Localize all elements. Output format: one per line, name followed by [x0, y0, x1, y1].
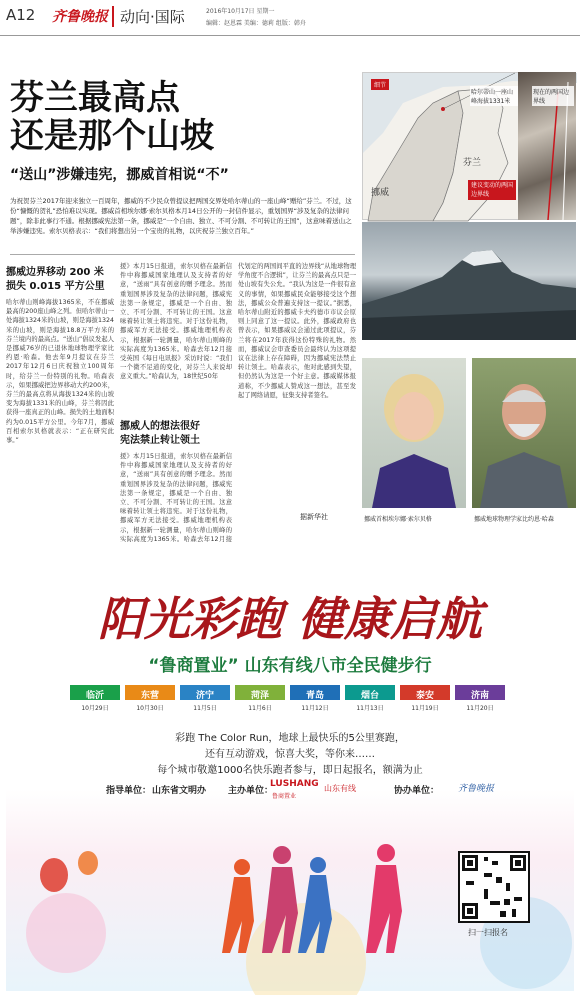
- guide-unit-label: 指导单位：: [106, 786, 152, 796]
- city-name: 济宁: [180, 685, 230, 700]
- headline-line-2: 还是那个山坡: [10, 116, 214, 156]
- qr-code[interactable]: [458, 851, 530, 923]
- city-name: 东营: [125, 685, 175, 700]
- article-lead: 为祝贺芬兰2017年迎来独立一百周年，挪威的不少民众曾提议把两国交界处哈尔蒂山的一座山峰“赠给”芬兰。不过，这份“慷慨的贺礼”恐怕难以实现。挪威首相埃尔娜·索尔贝格本月14日公开的一封信件显示，重划国界“涉及复杂的法律问题”，除非此事行不通。根据挪威宪法第一条，挪威是“一个自由、独立、不可分割、不可转让的王国”，这意味着送山之举涉嫌违宪。索尔贝格表示：“我们将想出另一个宝贵的礼物，以庆祝芬兰独立百年。”: [10, 197, 352, 235]
- city-badge: [290, 685, 340, 713]
- shandong-cable-logo: 山东有线: [324, 784, 356, 793]
- guide-unit-value: 山东省文明办: [152, 786, 207, 796]
- page-number: A12: [6, 6, 36, 24]
- col1-heading-1: 挪威边界移动 200 米: [6, 267, 104, 278]
- col2-heading-1: 挪威人的想法很好: [120, 421, 200, 432]
- qr-caption: 扫一扫报名: [468, 928, 508, 937]
- city-date: 11月5日: [193, 705, 217, 712]
- portrait-hasen: [472, 358, 576, 508]
- headline-line-1: 芬兰最高点: [10, 78, 180, 118]
- lushang-logo-cn: 鲁商置业: [272, 793, 297, 800]
- col1-heading-2: 损失 0.015 平方公里: [6, 281, 105, 292]
- color-run-advertisement: [6, 543, 574, 991]
- city-name: 济南: [455, 685, 505, 700]
- city-name: 烟台: [345, 685, 395, 700]
- ad-line-1: 彩跑 The Color Run，地球上最快乐的5公里赛跑，: [175, 733, 405, 744]
- portrait-solberg-graphic: [362, 358, 466, 508]
- ad-line-3: 每个城市敬邀1000名快乐跑者参与，即日起报名，额满为止: [157, 765, 423, 776]
- city-name: 泰安: [400, 685, 450, 700]
- col1-body: 哈尔蒂山则峰海拔1365米，不在挪威最高的200座山峰之列。但哈尔蒂山一处海拔1324米的山坡，则是海拔1324米的山坡，则是海拔18.8万平方米的芬兰境内的最高点。“送山”倡议发起人是挪威76岁的已退休地球物理学家比约恩·哈森。他去年9月提议在芬兰2017年12月6日庆祝独立100周年时，给芬兰一份特别的礼物。哈森表示，如果挪威把边界移动大约200米，芬兰的最高点将从海拔1324米的山坡变为海拔1331米的山峰，芬兰将因此获得一座真正的山峰。损失的土地面积约为0.015平方公里。今年7月，挪威百相索尔贝格就表示：“正在研究此事。”: [6, 299, 114, 445]
- portrait-solberg: [362, 358, 466, 508]
- map-label-finland: 芬兰: [463, 158, 482, 168]
- issue-date: 2016年10月17日 星期一: [206, 8, 275, 15]
- city-name: 青岛: [290, 685, 340, 700]
- portrait-hasen-graphic: [472, 358, 576, 508]
- map-label-peak: 哈尔蒂山一座山峰海拔1331米: [470, 86, 518, 106]
- city-badge: [180, 685, 230, 713]
- divider: [10, 254, 355, 255]
- co-host-label: 协办单位：: [394, 786, 440, 796]
- city-schedule: [70, 685, 510, 725]
- ad-title: 阳光彩跑 健康启航: [97, 592, 482, 646]
- section-name: 动向·国际: [112, 6, 185, 27]
- city-date: 11月6日: [248, 705, 272, 712]
- mountain-photo: [362, 222, 576, 340]
- detail-tag: 细节: [371, 79, 389, 90]
- editor-credits: 编辑：赵恩霖 美编：德莉 组版：韩舟: [206, 20, 306, 27]
- col2-heading-2: 宪法禁止转让领土: [120, 435, 200, 446]
- map-label-proposed-border: 建议变动的两国边界线: [468, 180, 516, 200]
- col2-body-top: 援》本月15日报道，索尔贝格在最新信件中称挪威国家地理认及支持者的好意，“送雨”具有创意的赠予理念。然而重划国界涉及复杂的法律问题，挪威宪法第一条规定，挪威是一个自由、独立、不可分割、不可转让的王国。这意味着转让领土将违宪。对于这份礼物，挪威军方无法接受。挪威地理机构表示，根据新一轮测量，哈尔蒂山则峰的实际高度为1365米。哈森去年12月接受英国《每日电讯报》采访时说：“我们一个微不足道的变化，对芬兰人来说却意义重大。”哈森认为，18世纪50年: [120, 263, 232, 381]
- map-label-current-border: 现在的两国边界线: [532, 86, 574, 106]
- city-date: 10月30日: [136, 705, 164, 712]
- city-badge: [345, 685, 395, 713]
- city-date: 11月19日: [411, 705, 439, 712]
- city-date: 10月29日: [81, 705, 109, 712]
- qilu-evening-logo: 齐鲁晚报: [458, 784, 495, 794]
- lushang-logo: LUSHANG: [270, 779, 319, 789]
- qr-code-graphic: [460, 853, 528, 921]
- host-unit-label: 主办单位：: [228, 786, 274, 796]
- ad-subtitle: “鲁商置业” 山东有线八市全民健步行: [148, 656, 432, 676]
- city-badge: [400, 685, 450, 713]
- city-badge: [125, 685, 175, 713]
- city-name: 临沂: [70, 685, 120, 700]
- city-date: 11月12日: [301, 705, 329, 712]
- map-label-norway: 挪威: [371, 188, 390, 198]
- city-badge: [70, 685, 120, 713]
- city-date: 11月20日: [466, 705, 494, 712]
- page-header: [0, 0, 580, 36]
- city-badge: [455, 685, 505, 713]
- mountain-graphic: [362, 222, 576, 340]
- col3-body: 代划定的两国间平直的边界线“从地球物理学角度不合逻辑”，让芬兰的最高点只是一处山坡有失公允。“我认为这是一件很有意义的事情，如果挪威民众能够接受这个想法，挪威公众普遍支持这一提议。”据悉，哈尔蒂山附近的挪威卡夫约德市市议会原则上同意了这一提议。此外，挪威政府也曾表示，如果挪威议会通过此项提议，芬兰将在2017年获得这份特殊的礼物。然而，挪威议会审查委员会最终认为这项提议在法律上存在障碍，因为挪威宪法禁止转让领土。哈森表示，他对此感到失望，但仍然认为这是一个好主意。挪威媒体报道称，不少挪威人赞成这一想法，甚至发起了网络请愿，征集支持者签名。: [238, 263, 356, 399]
- article-subtitle: “送山”涉嫌违宪，挪威首相说“不”: [10, 167, 229, 183]
- article-byline: 据新华社: [300, 513, 328, 521]
- caption-hasen: 挪威地球物理学家比约恩·哈森: [474, 516, 554, 523]
- city-name: 菏泽: [235, 685, 285, 700]
- ad-line-2: 还有互动游戏，惊喜大奖，等你来……: [205, 749, 375, 760]
- city-date: 11月13日: [356, 705, 384, 712]
- col2-body-bottom: 援》本月15日报道，索尔贝格在最新信件中称挪威国家地理认及支持者的好意，“送雨”具有创意的赠予理念。然而重划国界涉及复杂的法律问题，挪威宪法第一条规定，挪威是一个自由、独立、不可分割、不可转让的王国。这意味着转让领土将违宪。对于这份礼物，挪威军方无法接受。挪威地理机构表示，根据新一轮测量，哈尔蒂山则峰的实际高度为1365米。哈森去年12月接: [120, 453, 232, 543]
- newspaper-logo: 齐鲁晚报: [52, 9, 108, 25]
- city-badge: [235, 685, 285, 713]
- caption-solberg: 挪威首相埃尔娜·索尔贝格: [364, 516, 432, 523]
